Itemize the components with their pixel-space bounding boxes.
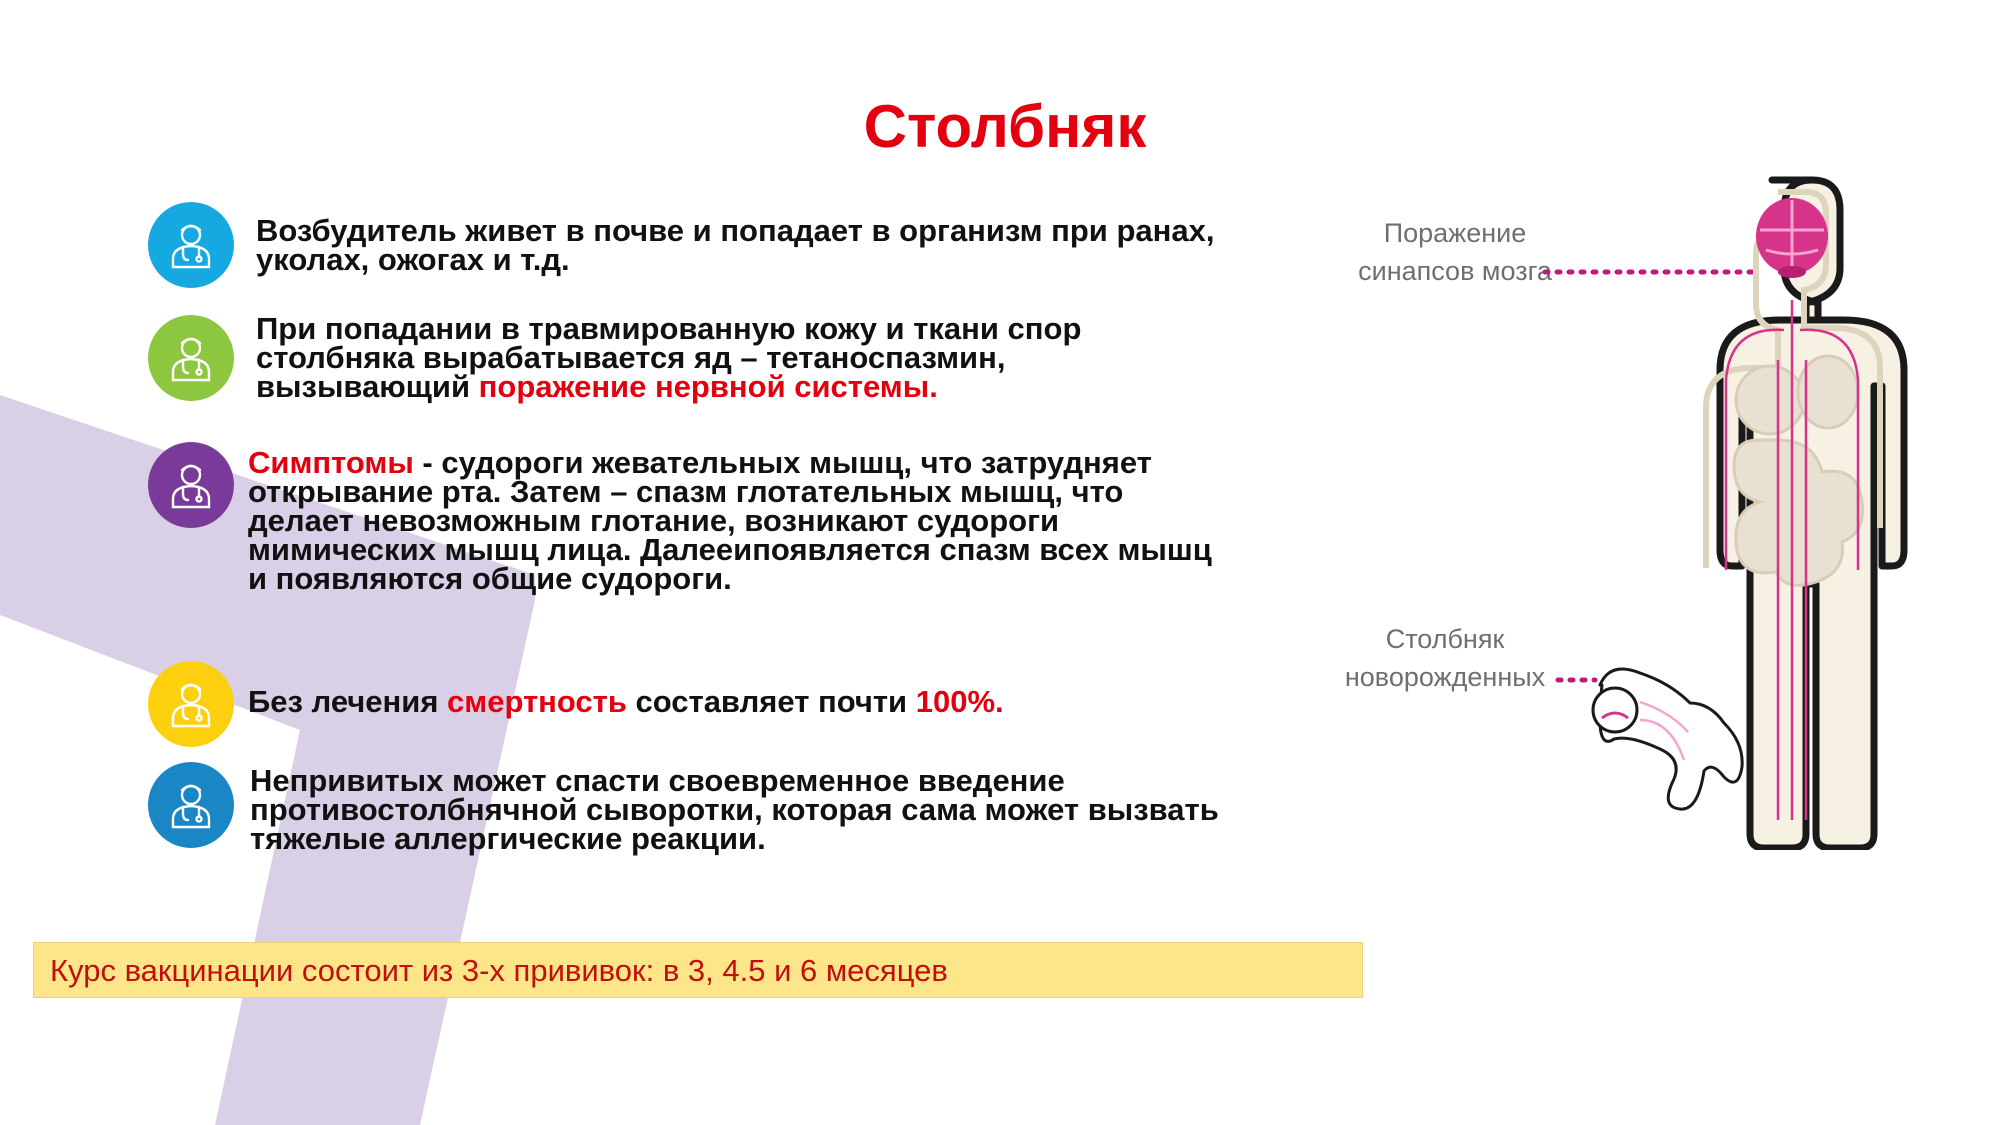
toxin-highlight: поражение нервной системы. <box>478 369 938 404</box>
doctor-icon <box>148 442 234 528</box>
newborn-icon <box>1593 669 1742 809</box>
toxin-text: При попадании в травмированную кожу и ткани спор столбняка вырабатывается яд – тетаноспазмин, вызывающий <box>256 311 1082 404</box>
newborn-label-line2: новорожденных <box>1344 662 1546 692</box>
mortality-part2: смертность <box>447 684 627 719</box>
mortality-part1: Без лечения <box>248 684 448 719</box>
vaccination-schedule-text: Курс вакцинации состоит из 3-х прививок: в 3, 4.5 и 6 месяцев <box>50 953 948 988</box>
info-text-toxin <box>256 311 1216 404</box>
doctor-icon <box>148 762 234 848</box>
doctor-icon <box>148 202 234 288</box>
info-text-pathogen: Возбудитель живет в почве и попадает в организм при ранах, уколах, ожогах и т.д. <box>256 213 1215 277</box>
doctor-icon <box>148 661 234 747</box>
brain-label-line1: Поражение <box>1383 218 1527 248</box>
symptoms-text: - судороги жевательных мышц, что затрудняет открывание рта. Затем – спазм глотательных мышц, что делает невозможным глотание, возникают судороги мимических мышц лица. Далееипоявляется спазм всех мышц и появляются общие судороги. <box>248 445 1212 596</box>
mortality-part3: составляет почти <box>626 684 916 719</box>
mortality-part4: 100%. <box>915 684 1004 719</box>
slide-title: Столбняк <box>863 93 1147 160</box>
vaccination-schedule-banner <box>33 942 1363 998</box>
info-text-serum: Непривитых может спасти своевременное введение противостолбнячной сыворотки, которая сама может вызвать тяжелые аллергические реакции. <box>250 763 1219 856</box>
newborn-label-line1: Столбняк <box>1385 624 1505 654</box>
info-text-mortality <box>248 684 1248 719</box>
doctor-icon <box>148 315 234 401</box>
brain-label-line2: синапсов мозга <box>1358 256 1552 286</box>
info-text-symptoms <box>248 445 1228 596</box>
symptoms-highlight: Симптомы <box>248 445 414 480</box>
human-body-illustration <box>1300 170 1920 850</box>
